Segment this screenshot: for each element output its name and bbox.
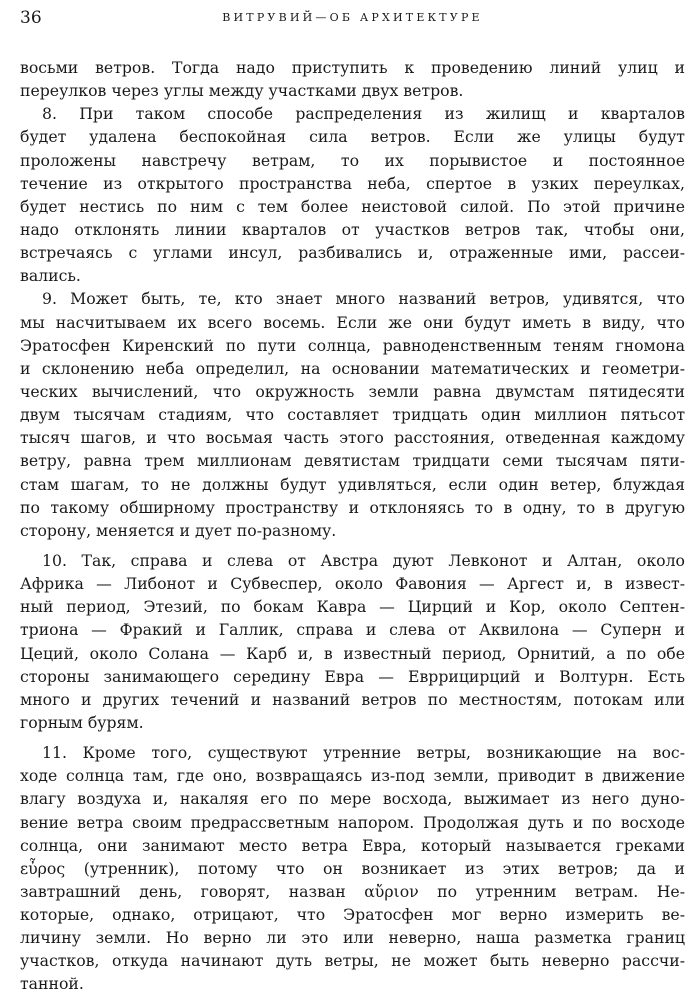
text-line: горным бурям. bbox=[20, 712, 144, 732]
text-line: солнца, они занимают место ветра Евра, который называется греками bbox=[20, 835, 685, 855]
text-line: и склонению неба определил, на основании математических и геометри- bbox=[20, 358, 685, 378]
text-line: ческих вычислений, что окружность земли равна двумстам пятидесяти bbox=[20, 381, 685, 401]
paragraph bbox=[20, 102, 685, 287]
text-line: танной. bbox=[20, 974, 84, 994]
text-line: 11. Кроме того, существуют утренние ветры, возникающие на вос- bbox=[42, 743, 685, 763]
text-line: 9. Может быть, те, кто знает много названий ветров, удивятся, что bbox=[42, 289, 685, 309]
text-line: тысяч шагов, и что восьмая часть этого расстояния, отведенная каждому bbox=[20, 428, 685, 448]
text-line: ветру, равна трем миллионам девятистам тридцати семи тысячам пяти- bbox=[20, 451, 685, 471]
text-line: которые, однако, отрицают, что Эратосфен мог верно измерить ве- bbox=[20, 905, 685, 925]
text-line: влагу воздуха и, накаляя его по мере восхода, выжимает из него дуно- bbox=[20, 789, 685, 809]
paragraph bbox=[20, 549, 685, 734]
text-line: двум тысячам стадиям, что составляет тридцать один миллион пятьсот bbox=[20, 405, 685, 425]
text-line: переулков через углы между участками двух ветров. bbox=[20, 81, 464, 101]
page-header bbox=[20, 8, 685, 30]
text-line: 10. Так, справа и слева от Австра дуют Левконот и Алтан, около bbox=[42, 550, 685, 570]
text-line: течение из открытого пространства неба, спертое в узких переулках, bbox=[20, 173, 685, 193]
text-line: триона — Фракий и Галлик, справа и слева от Аквилона — Суперн и bbox=[20, 620, 685, 640]
text-line: будет нестись по ним с тем более неистовой силой. По этой причине bbox=[20, 196, 685, 216]
text-line: восьми ветров. Тогда надо приступить к проведению линий улиц и bbox=[20, 58, 685, 77]
text-line: 8. При таком способе распределения из жилищ и кварталов bbox=[42, 104, 685, 124]
text-line: личину земли. Но верно ли это или неверно, наша разметка границ bbox=[20, 928, 685, 948]
page-number: 36 bbox=[20, 8, 42, 28]
text-line: проложены навстречу ветрам, то их порывистое и постоянное bbox=[20, 150, 685, 170]
text-line: εὖρος (утренник), потому что он возникает из этих ветров; да и bbox=[20, 858, 685, 878]
text-line: Цеций, около Солана — Карб и, в известный период, Орнитий, а по обе bbox=[20, 643, 685, 663]
text-line: по такому обширному пространству и отклоняясь то в одну, то в другую bbox=[20, 497, 685, 517]
paragraph bbox=[20, 287, 685, 542]
text-line: ходе солнца там, где оно, возвращаясь из-под земли, приводит в движение bbox=[20, 766, 685, 786]
text-line: стороны занимающего середину Евра — Евррицирций и Волтурн. Есть bbox=[20, 666, 685, 686]
paragraph-gap bbox=[20, 734, 685, 741]
paragraph bbox=[20, 741, 685, 996]
paragraph bbox=[20, 56, 685, 102]
text-line: встречаясь с углами инсул, разбивались и, отраженные ими, рассеи- bbox=[20, 243, 685, 263]
text-line: вались. bbox=[20, 266, 81, 286]
text-line: вение ветра своим предрассветным напором. Продолжая дуть и по восходе bbox=[20, 812, 685, 832]
text-line: сторону, меняется и дует по-разному. bbox=[20, 520, 337, 540]
text-line: участков, откуда начинают дуть ветры, не может быть неверно рассчи- bbox=[20, 951, 685, 971]
text-line: стам шагам, то не должны будут удивляться, если один ветер, блуждая bbox=[20, 474, 685, 494]
running-title: ВИТРУВИЙ—ОБ АРХИТЕКТУРЕ bbox=[222, 11, 483, 24]
text-line: мы насчитываем их всего восемь. Если же они будут иметь в виду, что bbox=[20, 312, 685, 332]
text-line: ный период, Этезий, по бокам Кавра — Цирций и Кор, около Септен- bbox=[20, 597, 685, 617]
text-line: будет удалена беспокойная сила ветров. Если же улицы будут bbox=[20, 127, 685, 147]
text-line: Африка — Либонот и Субвеспер, около Фавония — Аргест и, в извест- bbox=[20, 574, 685, 594]
text-line: много и других течений и названий ветров по местностям, потокам или bbox=[20, 689, 685, 709]
text-body bbox=[20, 56, 685, 996]
text-line: Эратосфен Киренский по пути солнца, равноденственным теням гномона bbox=[20, 335, 685, 355]
text-line: завтрашний день, говорят, назван αὔριον по утренним ветрам. Не- bbox=[20, 881, 685, 901]
paragraph-gap bbox=[20, 542, 685, 549]
text-line: надо отклонять линии кварталов от участков ветров так, чтобы они, bbox=[20, 219, 685, 239]
